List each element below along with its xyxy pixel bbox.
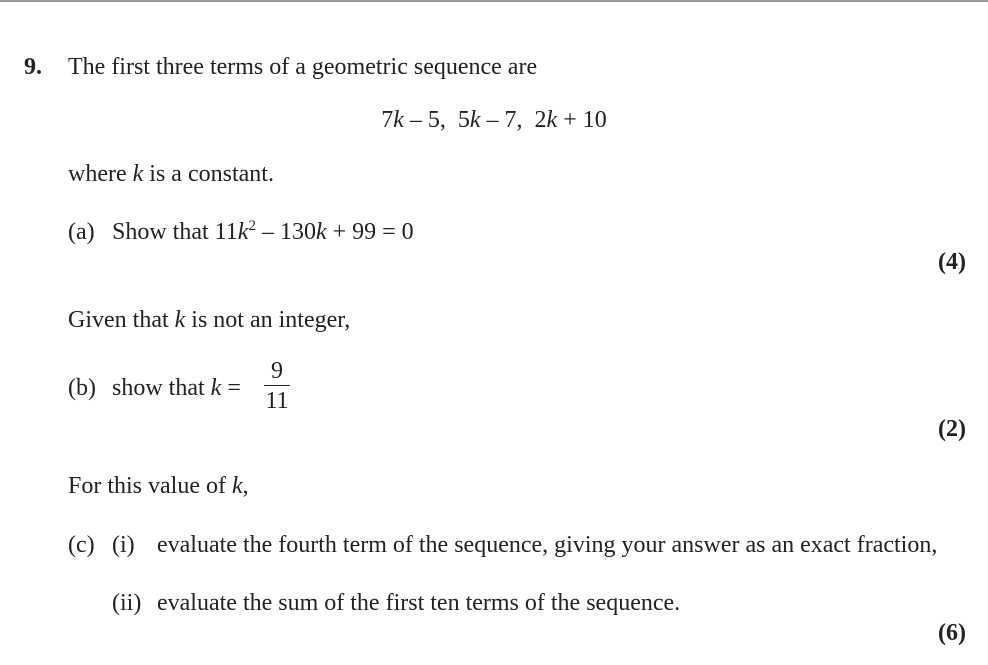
part-c-label: (c)	[68, 532, 95, 558]
given-var: k	[174, 307, 186, 333]
part-a-marks: (4)	[938, 249, 966, 275]
part-c-i-label: (i)	[112, 532, 135, 558]
part-c-i-text: evaluate the fourth term of the sequence, giving your answer as an exact fraction,	[157, 532, 938, 558]
for-value-var: k	[231, 473, 243, 499]
question-number: 9.	[24, 54, 42, 80]
where-clause	[68, 160, 274, 188]
term-3	[535, 107, 607, 133]
term-2-rest: – 7,	[480, 107, 523, 133]
where-var: k	[132, 161, 144, 187]
fraction-bar	[264, 385, 290, 386]
for-value-pre: For this value of	[68, 473, 232, 499]
term-3-var: k	[546, 107, 558, 133]
part-a-var1: k	[237, 219, 249, 245]
part-a-text	[112, 218, 414, 246]
term-2-var: k	[469, 107, 481, 133]
sequence-terms	[0, 106, 988, 134]
term-1-var: k	[393, 107, 404, 133]
term-2-coef: 5	[457, 107, 470, 133]
given-post: is not an integer,	[185, 307, 351, 333]
where-post: is a constant.	[143, 161, 274, 187]
part-c-ii-text: evaluate the sum of the first ten terms of the sequence.	[157, 590, 681, 616]
term-1-rest: – 5,	[403, 107, 446, 133]
part-b-equals: =	[221, 375, 241, 401]
part-a-label: (a)	[68, 219, 95, 245]
fraction-numerator: 9	[271, 358, 283, 384]
part-a-exponent: 2	[248, 218, 256, 234]
part-a-mid: – 130	[255, 219, 316, 245]
part-c-marks: (6)	[938, 620, 966, 646]
where-pre: where	[68, 161, 133, 187]
part-b-show-that: show that	[112, 375, 211, 401]
fraction-nine-elevenths	[264, 358, 290, 414]
part-b-marks: (2)	[938, 416, 966, 442]
term-2	[458, 107, 523, 133]
term-1-coef: 7	[381, 107, 394, 133]
given-clause	[68, 306, 350, 334]
part-b-label: (b)	[68, 375, 96, 401]
part-b-var: k	[210, 375, 222, 401]
part-a-pre: Show that 11	[112, 219, 238, 245]
given-pre: Given that	[68, 307, 175, 333]
part-c-ii-label: (ii)	[112, 590, 142, 616]
top-rule	[0, 0, 988, 2]
term-1	[381, 107, 446, 133]
part-a-var2: k	[315, 219, 327, 245]
part-a-post: + 99 = 0	[326, 219, 414, 245]
part-b-text	[112, 374, 241, 402]
fraction-denominator: 11	[265, 388, 289, 414]
question-intro: The first three terms of a geometric sequence are	[68, 54, 538, 80]
for-value-post: ,	[242, 473, 249, 499]
term-3-rest: + 10	[557, 107, 607, 133]
for-value-clause	[68, 472, 249, 500]
term-3-coef: 2	[534, 107, 547, 133]
